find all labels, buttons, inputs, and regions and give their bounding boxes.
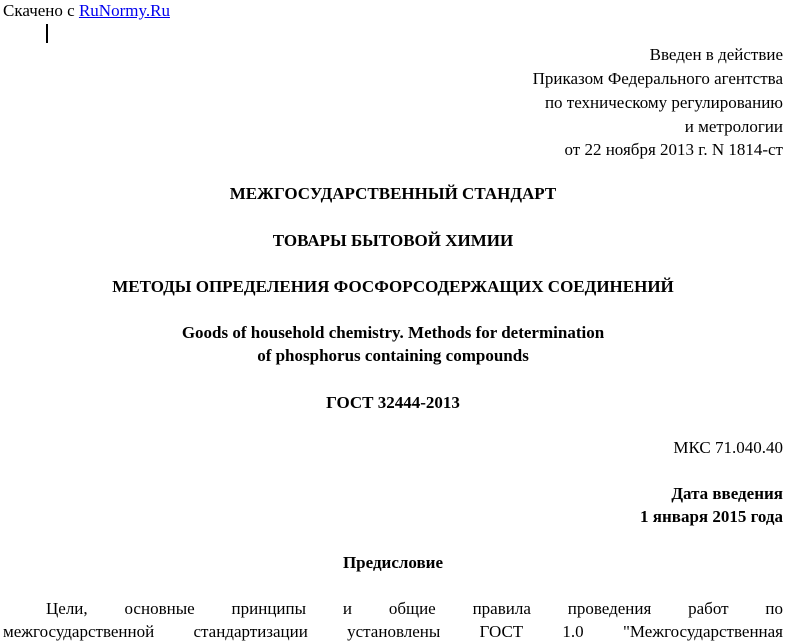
text-cursor xyxy=(46,24,48,43)
document-subtitle: МЕТОДЫ ОПРЕДЕЛЕНИЯ ФОСФОРСОДЕРЖАЩИХ СОЕДИНЕНИЙ xyxy=(112,277,674,296)
enactment-line-5: от 22 ноября 2013 г. N 1814-ст xyxy=(564,140,783,159)
enactment-line-3: по техническому регулированию xyxy=(544,93,783,112)
standard-type-heading: МЕЖГОСУДАРСТВЕННЫЙ СТАНДАРТ xyxy=(229,184,557,203)
english-title-line-1: Goods of household chemistry. Methods for determination xyxy=(181,323,605,342)
source-prefix: Скачено с xyxy=(3,1,79,20)
effective-date-label: Дата введения xyxy=(671,484,783,503)
effective-date-value: 1 января 2015 года xyxy=(640,507,783,526)
foreword-heading: Предисловие xyxy=(342,553,444,572)
standard-code: ГОСТ 32444-2013 xyxy=(326,393,460,412)
source-link[interactable]: RuNormy.Ru xyxy=(78,1,170,20)
document-title: ТОВАРЫ БЫТОВОЙ ХИМИИ xyxy=(272,231,514,250)
source-line xyxy=(3,1,170,21)
english-title-line-2: of phosphorus containing compounds xyxy=(257,346,529,365)
enactment-line-4: и метрологии xyxy=(684,117,783,136)
mks-code: МКС 71.040.40 xyxy=(673,438,783,457)
enactment-line-2: Приказом Федерального агентства xyxy=(532,69,783,88)
foreword-paragraph-line-1: Цели, основные принципы и общие правила проведения работ по xyxy=(46,599,783,618)
enactment-line-1: Введен в действие xyxy=(649,45,783,64)
foreword-paragraph-line-2: межгосударственной стандартизации установлены ГОСТ 1.0 "Межгосударственная xyxy=(3,622,783,641)
